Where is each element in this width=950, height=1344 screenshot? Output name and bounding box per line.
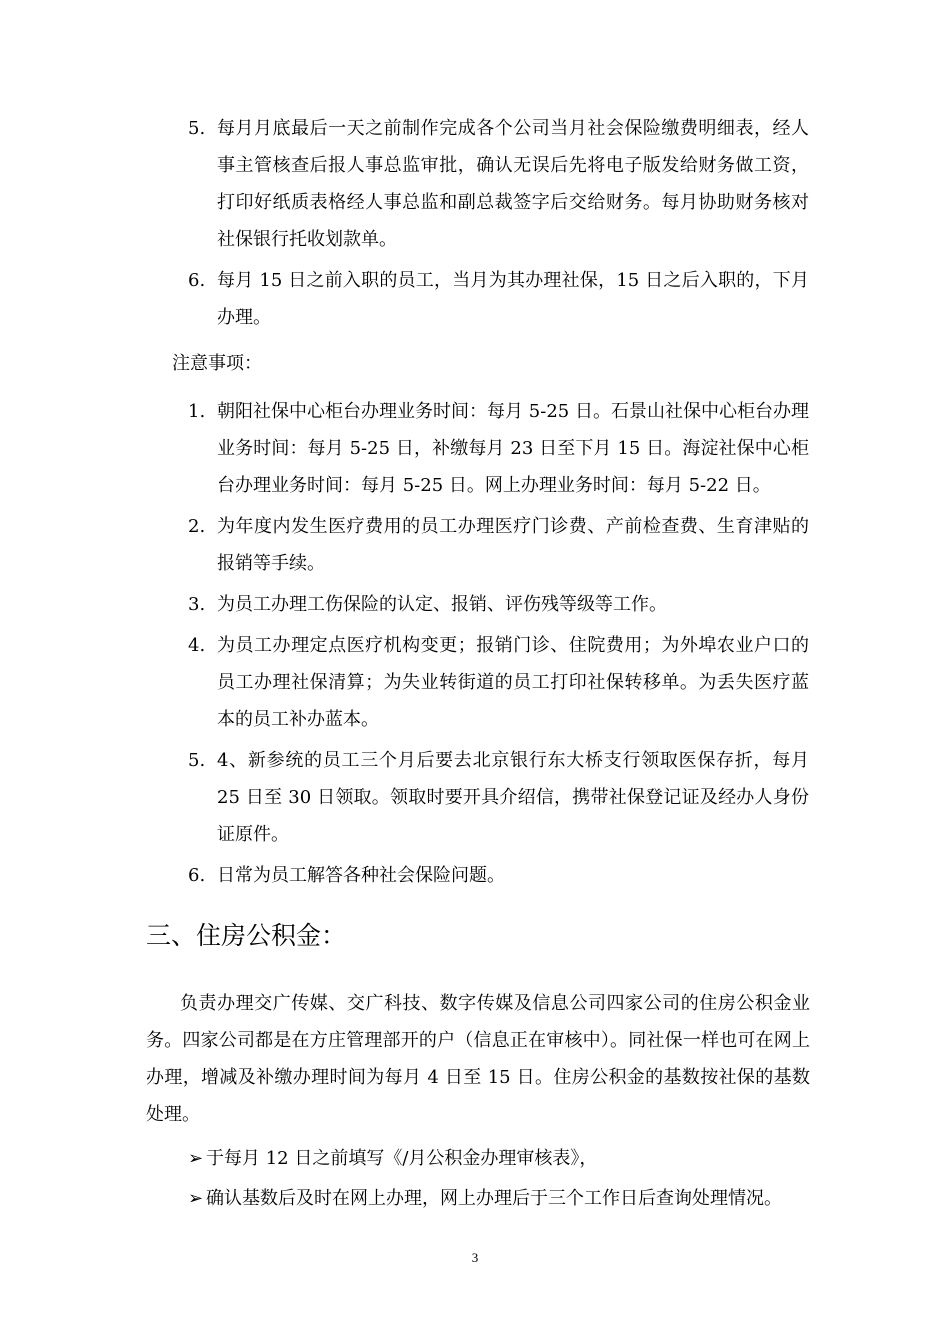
- bullet-item: [188, 1180, 782, 1217]
- section-paragraph: 负责办理交广传媒、交广科技、数字传媒及信息公司四家公司的住房公积金业务。四家公司都是在方庄管理部开的户（信息正在审核中）。同社保一样也可在网上办理，增减及补缴办理时间为每月 4 日至 15 日。住房公积金的基数按社保的基数处理。: [146, 993, 810, 1125]
- list-item-number: 2.: [188, 516, 206, 537]
- bullet-text: 于每月 12 日之前填写《/月公积金办理审核表》，: [206, 1148, 598, 1169]
- section-title: 三、住房公积金：: [146, 921, 347, 950]
- page-number: 3: [471, 1250, 479, 1265]
- list-notes: [0, 393, 950, 898]
- list-item-text: 每月 15 日之前入职的员工，当月为其办理社保，15 日之后入职的，下月办理。: [217, 270, 809, 328]
- list-item-text: 朝阳社保中心柜台办理业务时间：每月 5-25 日。石景山社保中心柜台办理业务时间：每月 5-25 日，补缴每月 23 日至下月 15 日。海淀社保中心柜台办理业务时间：每月 5-25 日。网上办理业务时间：每月 5-22 日。: [217, 401, 809, 496]
- list-item: [0, 393, 809, 504]
- list-item-text: 日常为员工解答各种社会保险问题。: [217, 865, 505, 886]
- list-item: [0, 262, 809, 336]
- arrow-bullet-icon: ➢: [188, 1148, 204, 1169]
- notes-heading: 注意事项：: [172, 353, 262, 374]
- list-procedures: [0, 110, 950, 340]
- list-item: [0, 586, 809, 623]
- bullet-item: [188, 1140, 597, 1177]
- list-item: [0, 110, 809, 258]
- list-item-text: 为员工办理工伤保险的认定、报销、评伤残等级等工作。: [217, 594, 667, 615]
- list-item-number: 5.: [188, 750, 206, 771]
- list-item: [0, 508, 809, 582]
- list-item-text: 4、新参统的员工三个月后要去北京银行东大桥支行领取医保存折，每月 25 日至 30 日领取。领取时要开具介绍信，携带社保登记证及经办人身份证原件。: [217, 750, 809, 845]
- list-item-text: 为年度内发生医疗费用的员工办理医疗门诊费、产前检查费、生育津贴的报销等手续。: [217, 516, 809, 574]
- list-item-number: 3.: [188, 594, 206, 615]
- list-item: [0, 857, 809, 894]
- bullet-text: 确认基数后及时在网上办理，网上办理后于三个工作日后查询处理情况。: [206, 1188, 782, 1209]
- list-item-number: 6.: [188, 270, 206, 291]
- list-item-number: 5.: [188, 118, 206, 139]
- list-item-text: 为员工办理定点医疗机构变更；报销门诊、住院费用；为外埠农业户口的员工办理社保清算；为失业转街道的员工打印社保转移单。为丢失医疗蓝本的员工补办蓝本。: [217, 635, 809, 730]
- list-item: [0, 627, 809, 738]
- list-item-number: 1.: [188, 401, 206, 422]
- arrow-bullet-icon: ➢: [188, 1188, 204, 1209]
- list-item-number: 6.: [188, 865, 206, 886]
- list-item-number: 4.: [188, 635, 206, 656]
- list-item-text: 每月月底最后一天之前制作完成各个公司当月社会保险缴费明细表，经人事主管核查后报人事总监审批，确认无误后先将电子版发给财务做工资，打印好纸质表格经人事总监和副总裁签字后交给财务。每月协助财务核对社保银行托收划款单。: [217, 118, 809, 250]
- list-item: [0, 742, 809, 853]
